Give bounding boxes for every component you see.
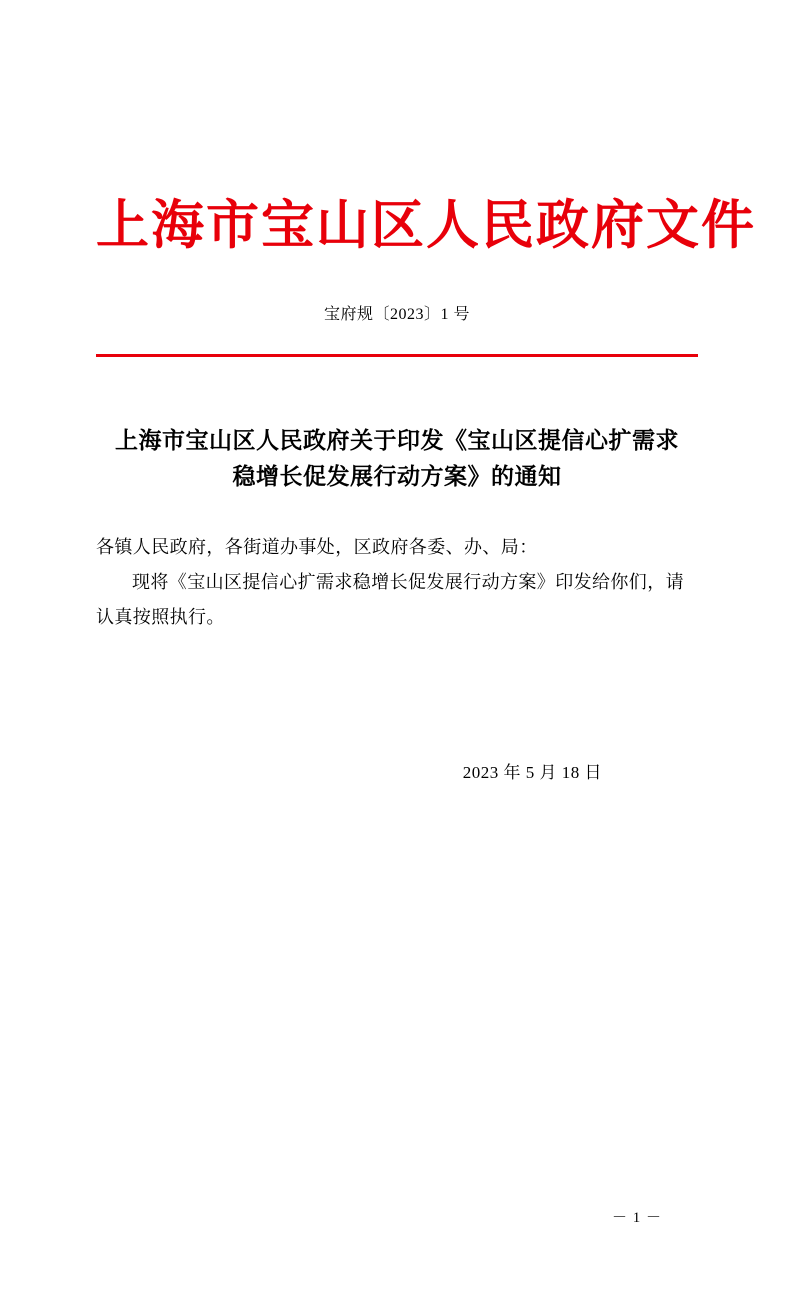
document-number: 宝府规〔2023〕1 号: [323, 305, 470, 323]
document-page: [0, 196, 794, 1289]
document-body: [96, 530, 698, 635]
page-title: 上海市宝山区人民政府关于印发《宝山区提信心扩需求稳增长促发展行动方案》的通知: [115, 427, 679, 489]
red-divider-rule: [96, 354, 698, 357]
masthead: [96, 196, 756, 257]
salutation-line: 各镇人民政府，各街道办事处，区政府各委、办、局：: [96, 537, 538, 558]
issue-date: 2023 年 5 月 18 日: [462, 762, 602, 782]
body-paragraph-1: 现将《宝山区提信心扩需求稳增长促发展行动方案》印发给你们，请认真按照执行。: [96, 572, 684, 628]
page-number: － 1 －: [611, 1210, 662, 1226]
masthead-title: 上海市宝山区人民政府文件: [96, 197, 756, 255]
